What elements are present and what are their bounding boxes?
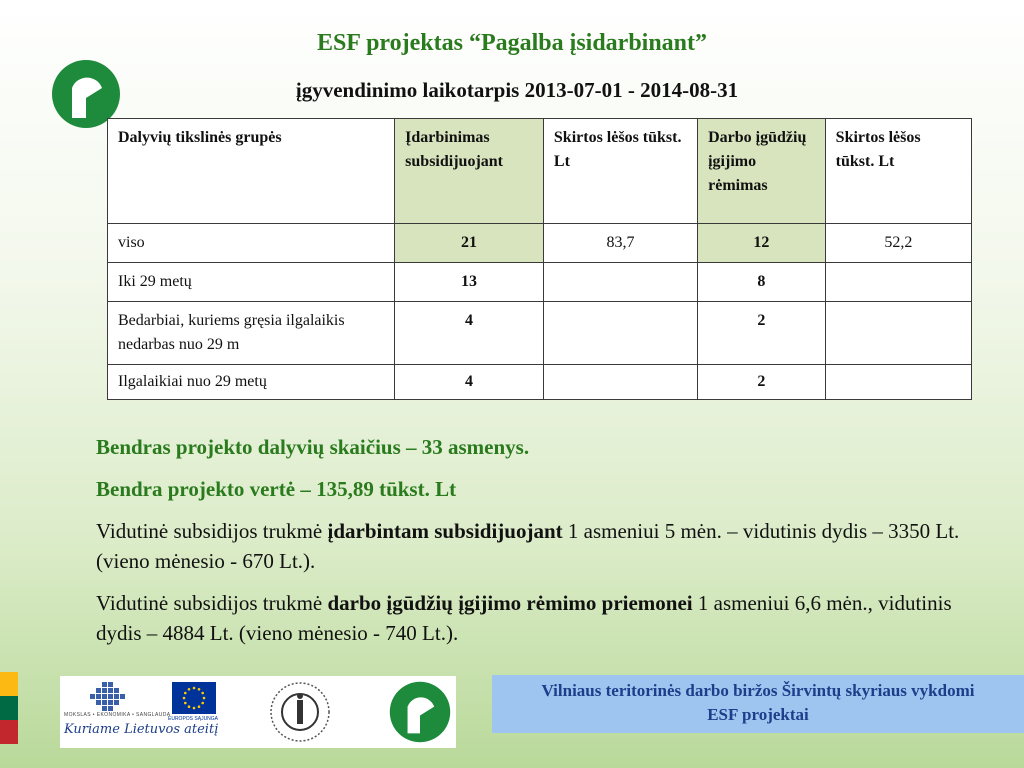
table-header-cell: Dalyvių tikslinės grupės [108, 119, 395, 224]
table-cell: 13 [395, 263, 544, 302]
participants-table [107, 118, 972, 400]
subsidy-text: Vidutinė subsidijos trukmė [96, 519, 328, 543]
table-cell: 8 [698, 263, 826, 302]
eu-flag-icon [172, 682, 216, 714]
subsidy-text: 1 asmeniui 5 mėn. – vidutinis dydis – 3350 Lt. (vieno mėnesio - 670 Lt.). [96, 519, 960, 573]
table-cell: 21 [395, 224, 544, 263]
table-row [108, 263, 972, 302]
table-cell: viso [108, 224, 395, 263]
table-cell: Bedarbiai, kuriems gręsia ilgalaikis nedarbas nuo 29 m [108, 302, 395, 365]
table-header-cell: Darbo įgūdžių įgijimo rėmimas [698, 119, 826, 224]
table-header-cell: Įdarbinimas subsidijuojant [395, 119, 544, 224]
table-cell [825, 263, 971, 302]
table-row [108, 302, 972, 365]
skills-paragraph [96, 588, 976, 648]
table-cell [543, 302, 697, 365]
ldb-logo-icon [388, 680, 452, 744]
table-cell: 52,2 [825, 224, 971, 263]
table-cell: 2 [698, 302, 826, 365]
project-value: Bendra projekto vertė – 135,89 tūkst. Lt [96, 477, 457, 501]
table-cell: 4 [395, 365, 544, 400]
table-cell [825, 302, 971, 365]
table-header-cell: Skirtos lėšos tūkst. Lt [543, 119, 697, 224]
skills-text: Vidutinė subsidijos trukmė [96, 591, 328, 615]
participants-total: Bendras projekto dalyvių skaičius – 33 asmenys. [96, 435, 530, 459]
table-cell: 12 [698, 224, 826, 263]
project-summary [96, 432, 976, 660]
eu-label: EUROPOS SĄJUNGA [168, 716, 219, 722]
page-title: ESF projektas “Pagalba įsidarbinant” [316, 30, 708, 56]
table-row [108, 224, 972, 263]
page-subtitle: įgyvendinimo laikotarpis 2013-07-01 - 2014-08-31 [295, 78, 739, 102]
table-cell: 4 [395, 302, 544, 365]
sponsor-slogan: Kuriame Lietuvos ateitį [64, 722, 219, 737]
sponsor-logos [60, 676, 456, 748]
subsidy-paragraph [96, 516, 976, 576]
table-cell: 83,7 [543, 224, 697, 263]
esf-info-box [492, 675, 1024, 733]
table-cell: 2 [698, 365, 826, 400]
lithuanian-flag-icon [0, 672, 18, 744]
table-cell [825, 365, 971, 400]
table-cell: Iki 29 metų [108, 263, 395, 302]
info-line: Vilniaus teritorinės darbo biržos Širvintų skyriaus vykdomi [541, 681, 975, 700]
table-header-row [108, 119, 972, 224]
ministry-grid-icon [88, 682, 128, 712]
skills-emphasis: darbo įgūdžių įgijimo rėmimo priemonei [327, 591, 693, 615]
info-line: ESF projektai [707, 705, 809, 724]
table-cell [543, 263, 697, 302]
sponsor-small-text: MOKSLAS • EKONOMIKA • SANGLAUDA [64, 712, 171, 718]
ministry-seal-icon [268, 680, 332, 744]
skills-text: 1 asmeniui 6,6 mėn., vidutinis dydis – 4884 Lt. (vieno mėnesio - 740 Lt.). [96, 591, 952, 645]
table-header-cell: Skirtos lėšos tūkst. Lt [825, 119, 971, 224]
subsidy-emphasis: įdarbintam subsidijuojant [327, 519, 563, 543]
table-cell [543, 365, 697, 400]
table-row [108, 365, 972, 400]
table-cell: Ilgalaikiai nuo 29 metų [108, 365, 395, 400]
